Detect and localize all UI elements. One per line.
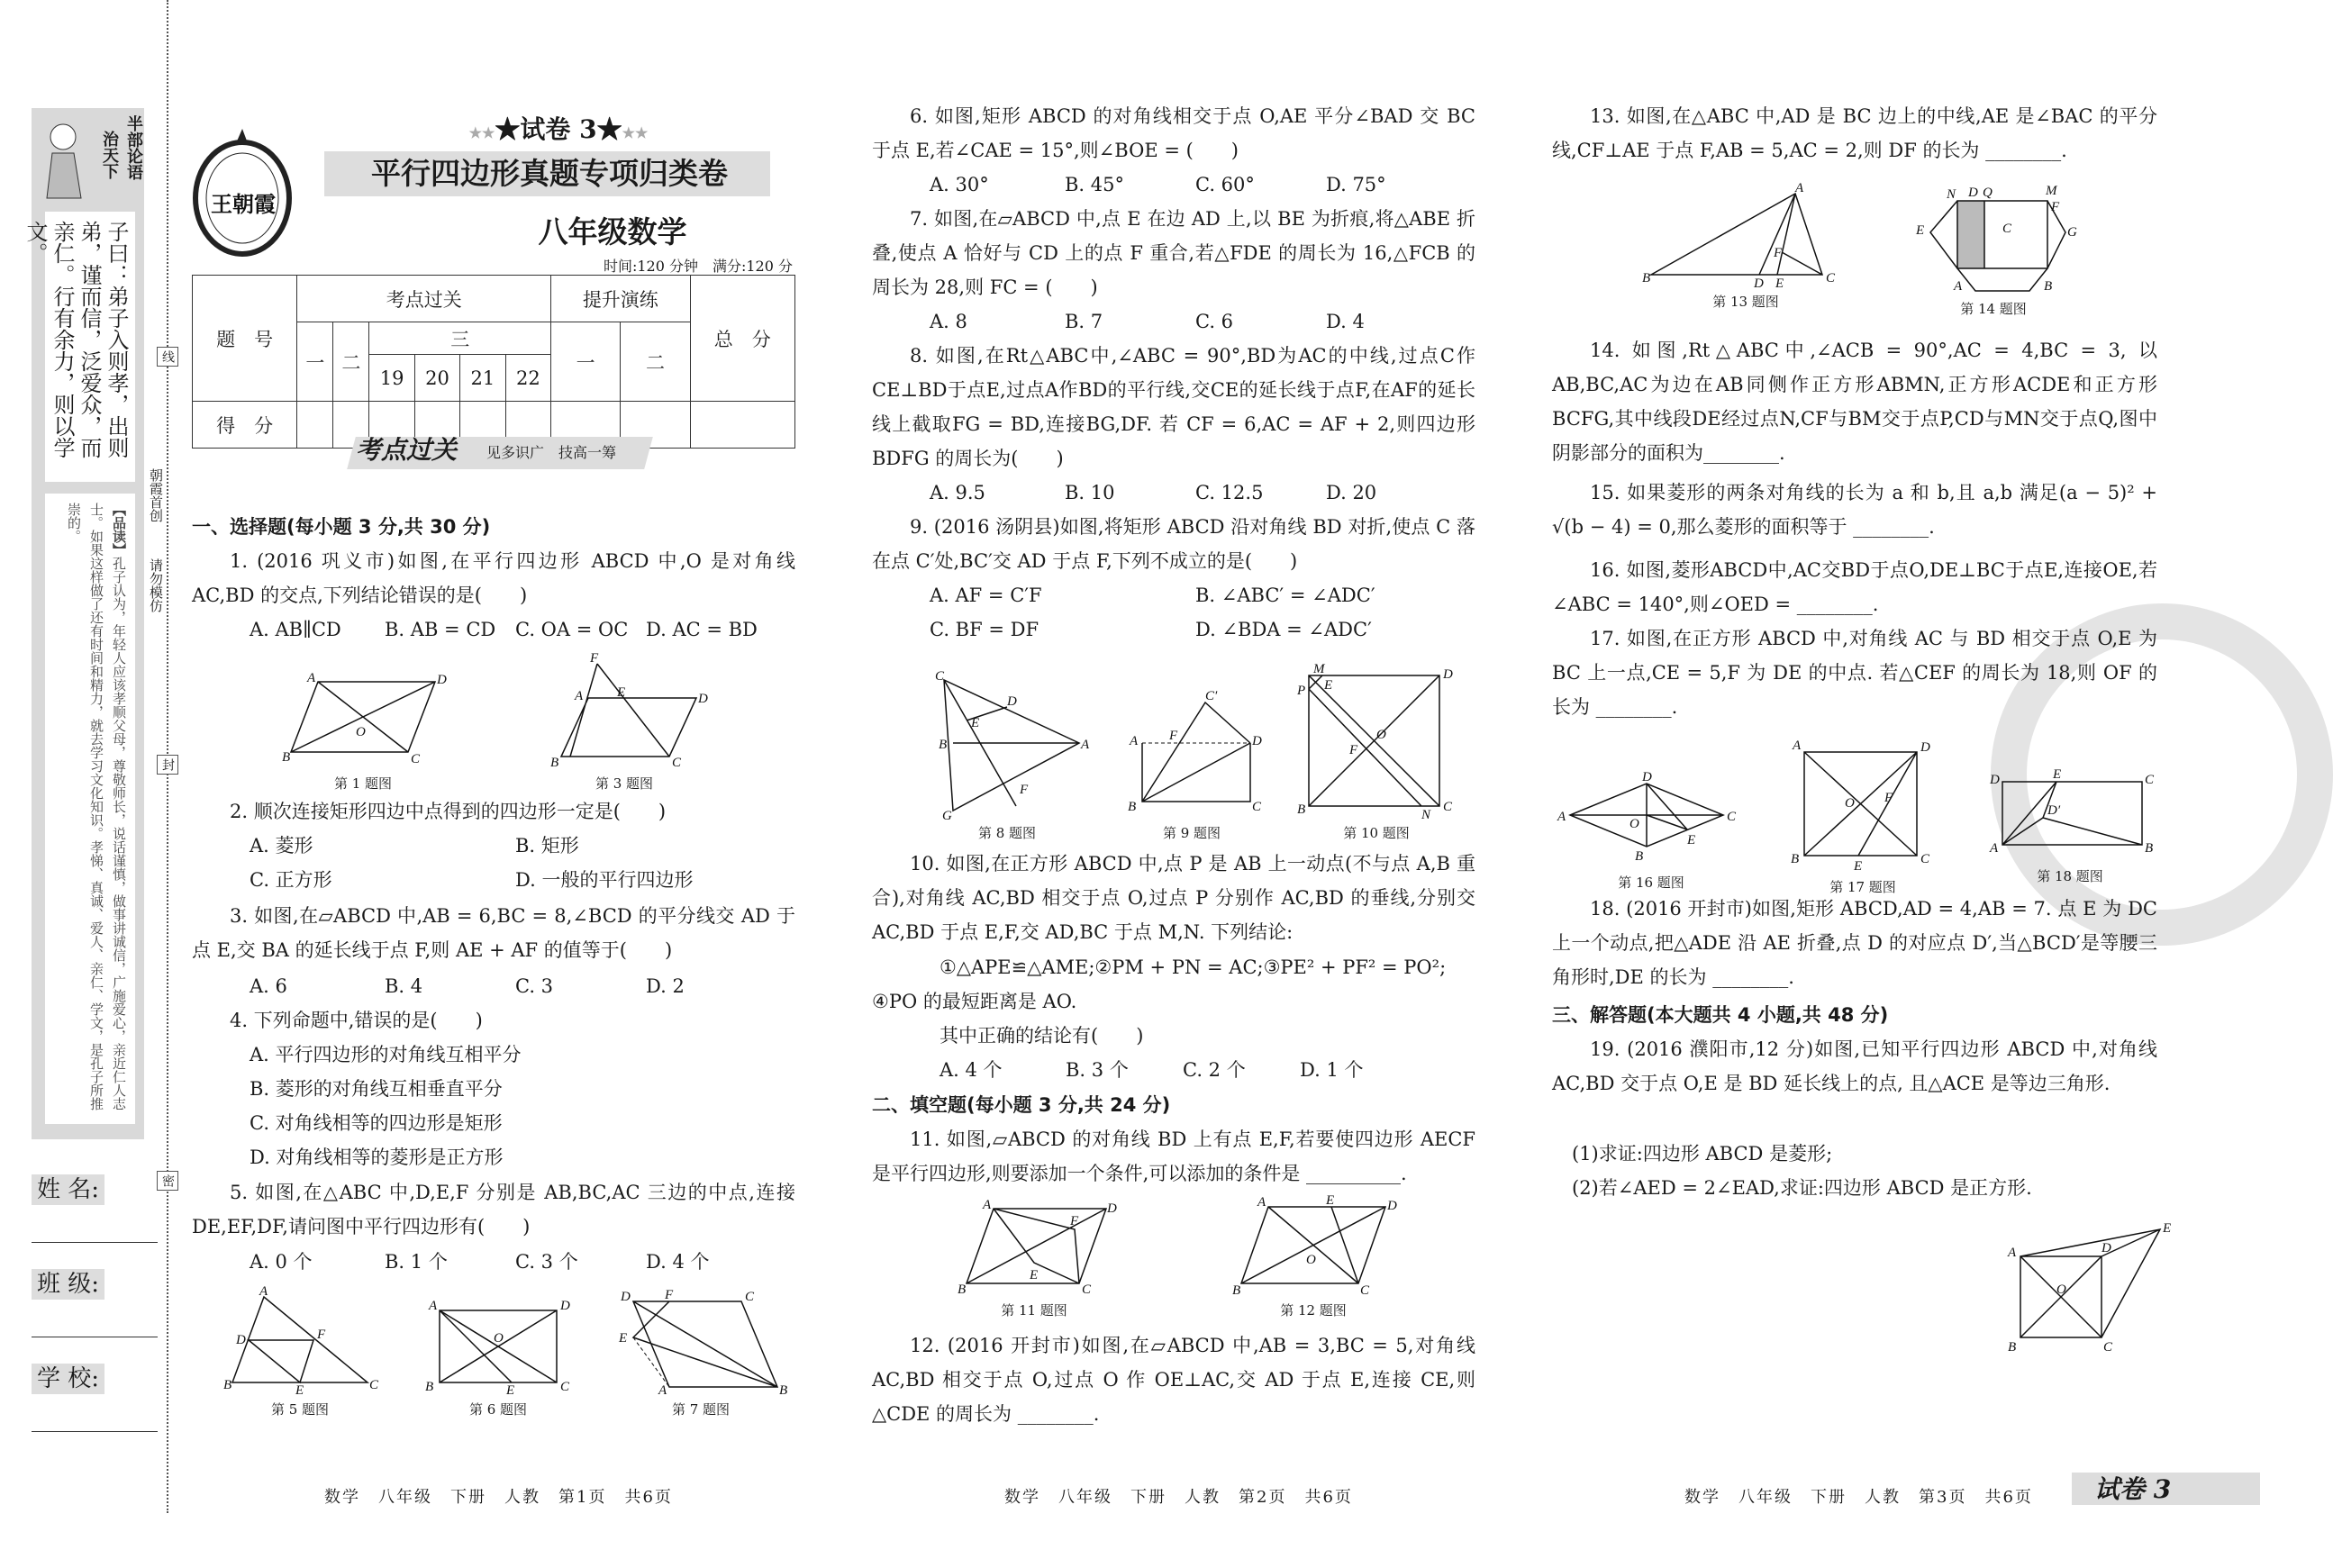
point-label: F <box>1884 791 1893 805</box>
figure-10 <box>1295 662 1457 842</box>
option[interactable]: C. 12.5 <box>1195 482 1264 503</box>
banner-subtitle: 见多识广 技高一筹 <box>486 444 617 461</box>
option[interactable]: A. 菱形 <box>250 835 313 857</box>
option[interactable]: B. ∠ABC′ = ∠ADC′ <box>1195 585 1375 606</box>
logo-text: 王朝霞 <box>211 194 276 217</box>
option[interactable]: B. 4 <box>385 975 423 997</box>
point-label: C <box>1826 271 1836 286</box>
sidebar-title-b: 治天下 <box>100 131 119 179</box>
option[interactable]: C. 正方形 <box>250 869 332 891</box>
option[interactable]: A. 9.5 <box>930 482 985 503</box>
point-label: B <box>958 1282 967 1297</box>
option[interactable]: D. 2 <box>646 975 685 997</box>
point-label: A <box>658 1383 667 1398</box>
point-label: E <box>1324 678 1333 693</box>
point-label: B <box>2145 841 2154 856</box>
option[interactable]: B. 10 <box>1065 482 1115 503</box>
point-label: D <box>1990 773 2000 787</box>
figure-14-caption: 第 14 题图 <box>1960 301 2027 317</box>
option[interactable]: B. 1 个 <box>385 1251 448 1273</box>
point-label: A <box>1130 734 1139 748</box>
option[interactable]: D. 20 <box>1326 482 1377 503</box>
question-16: 16. 如图,菱形ABCD中,AC交BD于点O,DE⊥BC于点E,连接OE,若∠ABC = 140°,则∠OED = ________. <box>1552 559 2157 615</box>
figure-18-caption: 第 18 题图 <box>2037 868 2103 884</box>
footer-paper-tag: 试卷 3 <box>2094 1474 2172 1504</box>
question-9: 9. (2016 汤阴县)如图,将矩形 ABCD 沿对角线 BD 对折,使点 C 落在点 C′处,BC′交 AD 于点 F,下列不成立的是( ) <box>872 516 1475 572</box>
q5-options <box>192 1245 709 1279</box>
point-label: F <box>590 651 599 666</box>
th-20: 20 <box>414 355 459 402</box>
figure-6-caption: 第 6 题图 <box>468 1401 528 1418</box>
q10-statements-b: ④PO 的最短距离是 AO. <box>872 991 1077 1012</box>
name-label: 姓 名: <box>32 1174 104 1205</box>
point-label: A <box>1557 810 1566 824</box>
figure-13-caption: 第 13 题图 <box>1712 294 1779 310</box>
th-21: 21 <box>460 355 505 402</box>
point-label: D <box>437 673 447 687</box>
point-label: C <box>1360 1283 1370 1298</box>
th-group2: 提升演练 <box>551 276 691 322</box>
section-choice-title: 一、选择题(每小题 3 分,共 30 分) <box>192 516 491 538</box>
class-label: 班 级: <box>32 1269 104 1300</box>
binding-notice2: 请勿模仿 <box>148 558 164 612</box>
figure-10-caption: 第 10 题图 <box>1343 825 1410 841</box>
point-label: E <box>619 1331 628 1346</box>
figure-18 <box>1984 755 2156 885</box>
option[interactable]: A. 8 <box>930 311 967 332</box>
binding-notice: 朝霞首创 <box>148 468 164 522</box>
point-label: P <box>1297 684 1306 698</box>
point-label: D <box>698 692 708 706</box>
figure-17 <box>1791 739 1935 896</box>
point-label: A <box>575 689 584 703</box>
option[interactable]: B. 矩形 <box>515 835 579 857</box>
point-label: O <box>1376 728 1386 742</box>
point-label: B <box>1642 271 1651 286</box>
option[interactable]: B. 3 个 <box>1066 1059 1129 1081</box>
question-6: 6. 如图,矩形 ABCD 的对角线相交于点 O,AE 平分∠BAD 交 BC 于点 E,若∠CAE = 15°,则∠BOE = ( ) <box>872 105 1475 161</box>
reading-text: 孔子认为，年轻人应该孝顺父母，尊敬师长，说话谨慎，做事讲诚信，广施爱心，亲近仁人志士。如果这样做了还有时间和精力，就去学习文化知识。孝悌、真诚、爱人、亲仁、学文，是孔子所推崇的。 <box>66 503 127 1110</box>
class-field[interactable] <box>32 1265 158 1337</box>
section-solve-title: 三、解答题(本大题共 4 小题,共 48 分) <box>1552 1004 1889 1026</box>
name-field[interactable] <box>32 1171 158 1243</box>
option[interactable]: D. 一般的平行四边形 <box>515 869 694 891</box>
point-label: C <box>560 1380 570 1394</box>
th-total: 总 分 <box>690 276 794 402</box>
score-cell[interactable] <box>690 402 794 449</box>
subject-title: 八年级数学 <box>538 214 687 249</box>
th-22: 22 <box>505 355 550 402</box>
page-title: 平行四边形真题专项归类卷 <box>371 156 728 191</box>
figure-9-caption: 第 9 题图 <box>1162 825 1221 841</box>
point-label: A <box>2008 1246 2017 1260</box>
point-label: N <box>1947 187 1956 202</box>
point-label: M <box>1313 662 1325 676</box>
point-label: C <box>672 756 682 770</box>
figure-7 <box>615 1288 786 1418</box>
option[interactable]: D. 对角线相等的菱形是正方形 <box>250 1147 504 1168</box>
point-label: O <box>2056 1282 2066 1297</box>
brand-logo <box>191 122 295 261</box>
point-label: F <box>317 1328 326 1342</box>
point-label: A <box>1081 738 1090 752</box>
point-label: B <box>779 1383 788 1398</box>
point-label: C <box>1443 800 1453 814</box>
point-label: D <box>1107 1201 1117 1216</box>
option[interactable]: C. 对角线相等的四边形是矩形 <box>250 1112 503 1134</box>
sidebar-quote: 子曰：弟子入则孝，出则弟，谨而信，泛爱众，而亲仁。行有余力，则以学文。 <box>45 212 135 482</box>
figure-19 <box>2002 1216 2174 1364</box>
figure-13 <box>1642 181 1849 311</box>
exam-time: 时间:120 分钟 满分:120 分 <box>603 258 793 275</box>
point-label: A <box>1954 279 1963 294</box>
figure-16-caption: 第 16 题图 <box>1618 875 1684 891</box>
point-label: B <box>550 756 559 770</box>
point-label: C <box>2145 773 2155 787</box>
option[interactable]: C. 3 <box>515 975 554 997</box>
th-number: 题 号 <box>193 276 297 402</box>
figure-8-caption: 第 8 题图 <box>977 825 1037 841</box>
figure-3-caption: 第 3 题图 <box>595 775 654 792</box>
point-label: A <box>1795 181 1804 195</box>
option[interactable]: D. 4 个 <box>646 1251 710 1273</box>
point-label: D <box>621 1290 631 1304</box>
point-label: E <box>617 685 626 700</box>
point-label: E <box>971 716 980 730</box>
q19-part2: (2)若∠AED = 2∠EAD,求证:四边形 ABCD 是正方形. <box>1572 1177 2032 1199</box>
point-label: A <box>307 671 316 685</box>
q7-options <box>872 304 1365 339</box>
question-12: 12. (2016 开封市)如图,在▱ABCD 中,AB = 3,BC = 5,对角线 AC,BD 相交于点 O,过点 O 作 OE⊥AC,交 AD 于点 E,连接 CE,则△CDE 的周长为 ________. <box>872 1335 1475 1425</box>
option[interactable]: A. AF = C′F <box>930 585 1042 606</box>
binding-secret-label: 密 <box>157 1171 178 1191</box>
point-label: D <box>1387 1199 1397 1213</box>
figure-12 <box>1232 1193 1397 1319</box>
point-label: C <box>1252 800 1262 814</box>
question-19: 19. (2016 濮阳市,12 分)如图,已知平行四边形 ABCD 中,对角线 AC,BD 交于点 O,E 是 BD 延长线上的点, 且△ACE 是等边三角形. <box>1552 1038 2157 1094</box>
option[interactable]: C. BF = DF <box>930 619 1039 640</box>
th-p1: 一 <box>551 322 621 402</box>
sidebar-reading <box>45 494 135 1124</box>
q6-options <box>872 168 1386 202</box>
point-label: A <box>259 1284 268 1299</box>
th-p2: 二 <box>621 322 690 402</box>
figure-16 <box>1552 770 1750 892</box>
footer-page-3: 数学 八年级 下册 人教 第3页 共6页 <box>1684 1488 2033 1507</box>
question-10: 10. 如图,在正方形 ABCD 中,点 P 是 AB 上一动点(不与点 A,B 重合),对角线 AC,BD 相交于点 O,过点 P 分别作 AC,BD 的垂线,分别交 AC,BD 于点 E,F,交 AD,BC 于点 M,N. 下列结论: <box>872 853 1475 943</box>
option[interactable]: C. 6 <box>1195 311 1234 332</box>
point-label: D <box>1007 694 1017 709</box>
point-label: O <box>1629 817 1639 831</box>
point-label: Q <box>1983 186 1993 200</box>
option[interactable]: C. 60° <box>1195 174 1255 195</box>
th-c3: 三 <box>369 322 551 355</box>
option[interactable]: A. 6 <box>250 975 287 997</box>
option[interactable]: D. ∠BDA = ∠ADC′ <box>1195 619 1372 640</box>
point-label: E <box>506 1383 515 1398</box>
point-label: B <box>282 750 291 765</box>
point-label: E <box>1326 1193 1335 1208</box>
th-group1: 考点过关 <box>297 276 551 322</box>
point-label: F <box>1169 729 1178 743</box>
point-label: O <box>356 725 366 739</box>
question-1: 1. (2016 巩义市)如图,在平行四边形 ABCD 中,O 是对角线 AC,BD 的交点,下列结论错误的是( ) <box>192 550 795 606</box>
question-18: 18. (2016 开封市)如图,矩形 ABCD,AD = 4,AB = 7. 点 E 为 DC 上一个动点,把△ADE 沿 AE 折叠,点 D 的对应点 D′,当△BCD′是等腰三角形时,DE 的长为 ________. <box>1552 898 2157 988</box>
q1-options <box>192 612 795 647</box>
option[interactable]: A. 0 个 <box>250 1251 313 1273</box>
point-label: F <box>1070 1214 1079 1228</box>
option[interactable]: A. 4 个 <box>940 1059 1003 1081</box>
point-label: D′ <box>2047 803 2061 818</box>
school-label: 学 校: <box>32 1364 104 1394</box>
question-14: 14. 如图,Rt△ABC中,∠ACB = 90°,AC = 4,BC = 3, 以AB,BC,AC为边在AB同侧作正方形ABMN,正方形ACDE和正方形BCFG,其中线段DE经过点N,CF与BM交于点P,CD与MN交于点Q,图中阴影部分的面积为________. <box>1552 340 2157 464</box>
point-label: A <box>429 1299 438 1313</box>
point-label: D <box>1754 276 1764 291</box>
point-label: E <box>1030 1268 1039 1282</box>
point-label: D <box>236 1333 246 1347</box>
q3-options <box>192 969 685 1003</box>
point-label: D <box>1642 770 1652 784</box>
point-label: B <box>223 1378 232 1392</box>
q10-prompt: 其中正确的结论有( ) <box>940 1025 1144 1047</box>
th-c1: 一 <box>297 322 333 402</box>
point-label: B <box>1791 852 1800 866</box>
point-label: E <box>1775 276 1784 291</box>
q8-options <box>872 476 1376 510</box>
figure-7-caption: 第 7 题图 <box>671 1401 731 1418</box>
question-7: 7. 如图,在▱ABCD 中,点 E 在边 AD 上,以 BE 为折痕,将△ABE 折叠,使点 A 恰好与 CD 上的点 F 重合,若△FDE 的周长为 16,△FCB 的周长为 28,则 FC = ( ) <box>872 208 1475 298</box>
option[interactable]: B. 45° <box>1065 174 1125 195</box>
point-label: E <box>1916 223 1925 238</box>
point-label: C <box>935 669 945 684</box>
confucius-illustration <box>36 117 90 198</box>
point-label: B <box>1297 802 1306 817</box>
point-label: C <box>1082 1282 1092 1297</box>
figure-8 <box>926 671 1088 842</box>
figure-11-caption: 第 11 题图 <box>1001 1302 1067 1319</box>
figure-5-caption: 第 5 题图 <box>270 1401 330 1418</box>
point-label: F <box>665 1288 674 1302</box>
question-13: 13. 如图,在△ABC 中,AD 是 BC 边上的中线,AE 是∠BAC 的平分线,CF⊥AE 于点 F,AB = 5,AC = 2,则 DF 的长为 ________. <box>1552 105 2157 161</box>
q9-options-row1 <box>872 578 1375 612</box>
option[interactable]: B. AB = CD <box>385 619 496 640</box>
point-label: B <box>1635 849 1644 864</box>
section-fill-title: 二、填空题(每小题 3 分,共 24 分) <box>872 1094 1171 1116</box>
point-label: F <box>1020 783 1029 797</box>
point-label: C <box>369 1378 379 1392</box>
figure-5 <box>223 1284 379 1418</box>
point-label: B <box>425 1380 434 1394</box>
q19-part1: (1)求证:四边形 ABCD 是菱形; <box>1572 1143 1833 1165</box>
q10-options <box>872 1053 1363 1087</box>
reading-label: 【品读】 <box>111 503 127 557</box>
binding-line-label: 线 <box>157 347 178 367</box>
point-label: C <box>411 752 421 766</box>
option[interactable]: A. AB∥CD <box>250 619 341 640</box>
figure-12-caption: 第 12 题图 <box>1280 1302 1347 1319</box>
point-label: C <box>2103 1340 2113 1355</box>
q4-options <box>250 1038 522 1174</box>
point-label: E <box>1687 833 1696 847</box>
point-label: E <box>2163 1221 2172 1236</box>
point-label: N <box>1421 808 1431 822</box>
point-label: B <box>939 738 948 752</box>
question-17: 17. 如图,在正方形 ABCD 中,对角线 AC 与 BD 相交于点 O,E 为 BC 上一点,CE = 5,F 为 DE 的中点. 若△CEF 的周长为 18,则 OF 的长为 ________. <box>1552 628 2157 718</box>
point-label: D <box>1968 186 1978 200</box>
question-15: 15. 如果菱形的两条对角线的长为 a 和 b,且 a,b 满足(a − 5)² + √(b − 4) = 0,那么菱形的面积等于 ________. <box>1552 482 2157 538</box>
point-label: B <box>2044 279 2053 294</box>
figure-1 <box>282 671 447 793</box>
point-label: O <box>1306 1253 1316 1267</box>
paper-number: ★★★试卷 3★★★ <box>468 114 649 144</box>
school-field[interactable] <box>32 1360 158 1432</box>
option[interactable]: D. 75° <box>1326 174 1386 195</box>
point-label: G <box>942 809 952 823</box>
figure-9 <box>1115 689 1268 842</box>
point-label: D <box>560 1299 570 1313</box>
point-label: F <box>1349 743 1358 757</box>
option[interactable]: A. 30° <box>930 174 989 195</box>
option[interactable]: B. 菱形的对角线互相垂直平分 <box>250 1078 503 1100</box>
question-5: 5. 如图,在△ABC 中,D,E,F 分别是 AB,BC,AC 三边的中点,连接 DE,EF,DF,请问图中平行四边形有( ) <box>192 1182 795 1237</box>
question-8: 8. 如图,在Rt△ABC中,∠ABC = 90°,BD为AC的中线,过点C作CE⊥BD于点E,过点A作BD的平行线,交CE的延长线于点F,在AF的延长线上截取FG = BD,连接BG,DF. 若 CF = 6,AC = AF + 2,则四边形 BDFG 的周长为( ) <box>872 345 1475 469</box>
point-label: D <box>2102 1241 2111 1255</box>
point-label: C′ <box>1205 689 1218 703</box>
point-label: B <box>2008 1340 2017 1355</box>
option[interactable]: D. 1 个 <box>1300 1059 1364 1081</box>
q10-statements-a: ①△APE≌△AME;②PM + PN = AC;③PE² + PF² = PO²; <box>940 956 1447 978</box>
point-label: C <box>745 1290 755 1304</box>
option[interactable]: C. OA = OC <box>515 619 629 640</box>
footer-page-2: 数学 八年级 下册 人教 第2页 共6页 <box>1004 1488 1353 1507</box>
point-label: D <box>1252 734 1262 748</box>
point-label: B <box>1128 800 1137 814</box>
point-label: A <box>1793 739 1802 753</box>
figure-11 <box>958 1198 1117 1319</box>
point-label: C <box>1920 852 1930 866</box>
option[interactable]: D. 4 <box>1326 311 1365 332</box>
figure-6 <box>422 1297 575 1418</box>
binding-seal-label: 封 <box>157 755 178 775</box>
point-label: E <box>295 1383 304 1398</box>
q2-options-row1 <box>192 829 579 863</box>
score-table <box>192 275 795 449</box>
question-4: 4. 下列命题中,错误的是( ) <box>230 1010 483 1031</box>
point-label: B <box>1232 1283 1241 1298</box>
th-c2: 二 <box>333 322 369 402</box>
paper-label: 试卷 3 <box>520 114 597 144</box>
banner-title: 考点过关 <box>356 435 458 465</box>
q9-options-row2 <box>872 612 1372 647</box>
th-19: 19 <box>369 355 414 402</box>
point-label: A <box>983 1198 992 1212</box>
point-label: C <box>1727 810 1737 824</box>
point-label: F <box>1774 246 1783 260</box>
option[interactable]: B. 7 <box>1065 311 1103 332</box>
option[interactable]: C. 2 个 <box>1183 1059 1246 1081</box>
option[interactable]: A. 平行四边形的对角线互相平分 <box>250 1044 522 1065</box>
point-label: O <box>494 1331 504 1346</box>
option[interactable]: C. 3 个 <box>515 1251 578 1273</box>
figure-1-caption: 第 1 题图 <box>333 775 393 792</box>
point-label: A <box>1257 1195 1266 1210</box>
point-label: F <box>2051 200 2060 214</box>
point-label: M <box>2046 184 2057 198</box>
point-label: D <box>1920 740 1930 755</box>
point-label: A <box>1990 841 1999 856</box>
point-label: E <box>2053 767 2062 782</box>
question-11: 11. 如图,▱ABCD 的对角线 BD 上有点 E,F,若要使四边形 AECF 是平行四边形,则要添加一个条件,可以添加的条件是 __________. <box>872 1128 1475 1184</box>
figure-17-caption: 第 17 题图 <box>1829 879 1896 895</box>
point-label: D <box>1443 667 1453 682</box>
point-label: E <box>1854 859 1863 874</box>
sidebar-title-a: 半部论语 <box>124 115 143 180</box>
point-label: G <box>2067 225 2077 240</box>
figure-14 <box>1903 178 2083 318</box>
th-score: 得 分 <box>193 402 297 449</box>
point-label: C <box>2002 222 2012 236</box>
score-cell[interactable] <box>297 402 333 449</box>
q2-options-row2 <box>192 863 693 897</box>
question-3: 3. 如图,在▱ABCD 中,AB = 6,BC = 8,∠BCD 的平分线交 AD 于点 E,交 BA 的延长线于点 F,则 AE + AF 的值等于( ) <box>192 905 795 961</box>
question-2: 2. 顺次连接矩形四边中点得到的四边形一定是( ) <box>230 801 667 822</box>
option[interactable]: D. AC = BD <box>646 619 758 640</box>
point-label: O <box>1845 796 1855 811</box>
figure-3 <box>543 651 708 793</box>
footer-page-1: 数学 八年级 下册 人教 第1页 共6页 <box>324 1488 673 1507</box>
